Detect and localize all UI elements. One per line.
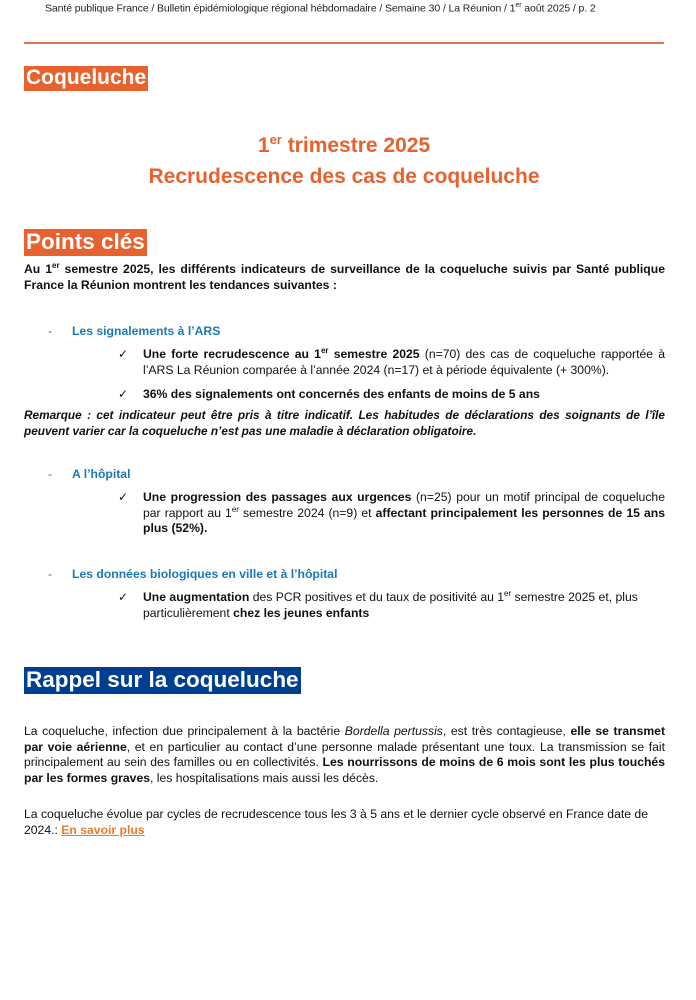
- learn-more-link[interactable]: En savoir plus: [61, 822, 145, 837]
- checkmark-icon: ✓: [118, 387, 129, 401]
- running-header-text-end: août 2025 / p. 2: [521, 2, 596, 15]
- subheading-text: A l’hôpital: [72, 467, 131, 481]
- plain-text: semestre 2024 (n=9) et: [238, 505, 376, 520]
- intro-text: Au 1: [24, 262, 52, 276]
- bullet-text: [143, 490, 665, 537]
- bold-text: semestre 2025: [328, 347, 420, 361]
- title-period: trimestre 2025: [281, 134, 431, 157]
- subheading-hospital: [48, 467, 130, 481]
- bullet-text: [143, 387, 665, 403]
- superscript: er: [320, 345, 329, 355]
- intro-text-rest: semestre 2025, les différents indicateurs de surveillance de la coqueluche suivis par Santé publique France la Réunion montrent les tendances suivantes :: [24, 262, 665, 292]
- bold-text: chez les jeunes enfants: [233, 605, 370, 620]
- bold-text: enfants de moins de 5 ans: [387, 387, 540, 401]
- plain-text: semestre 2025 et, plus particulièrement: [143, 590, 638, 620]
- plain-text: , les hospitalisations mais aussi les décès.: [150, 770, 379, 785]
- subheading-ars: [48, 324, 220, 338]
- subheading-bio-data: [48, 567, 337, 581]
- bold-text: Les nourrissons de moins de 6 mois sont les plus touchés par les formes graves: [24, 755, 665, 785]
- reminder-heading: Rappel sur la coqueluche: [26, 667, 299, 692]
- plain-text: (n=25) pour un motif principal de coqueluche par rapport au 1: [143, 490, 665, 520]
- remark-note: Remarque : cet indicateur peut être pris à titre indicatif. Les habitudes de déclarations des soignants de l’île peuvent varier car la coqueluche n’est pas une maladie à déclaration obligatoire.: [24, 408, 665, 438]
- bold-text: Une progression des passages aux urgences: [143, 490, 412, 504]
- dash-bullet: -: [48, 324, 53, 338]
- key-points-intro: [24, 262, 665, 293]
- bullet-text: [143, 347, 665, 378]
- bullet-ars-2: [118, 387, 665, 403]
- plain-text: , et en particulier au contact d’une personne malade présentant une toux. La transmission se fait principalement au sein des familles ou en collectivités.: [24, 739, 665, 769]
- bullet-text: [143, 590, 665, 621]
- running-header: [45, 2, 596, 15]
- dash-bullet: -: [48, 467, 53, 481]
- plain-text: (n=70) des cas de coqueluche rapportée à l’ARS La Réunion comparée à l’année 2024 (n=17) et à période équivalente (+ 300%).: [143, 347, 665, 377]
- bold-text: signalements: [195, 387, 274, 401]
- bullet-hospital-1: [118, 490, 665, 537]
- plain-text: La coqueluche évolue par cycles de recrudescence tous les 3 à 5 ans et le dernier cycle observé en France date de 2024.:: [24, 807, 648, 837]
- bold-text: elle se transmet par voie aérienne: [24, 724, 666, 754]
- dash-bullet: -: [48, 567, 53, 581]
- page-title: [0, 124, 688, 192]
- title-line-2: Recrudescence des cas de coqueluche: [148, 165, 540, 188]
- checkmark-icon: ✓: [118, 490, 129, 504]
- reminder-paragraph-2: [24, 807, 665, 838]
- subheading-text: Les données biologiques en ville et à l’hôpital: [72, 567, 338, 581]
- plain-text: ont concernés des: [273, 387, 388, 401]
- superscript: er: [515, 2, 522, 9]
- italic-text: Bordella pertussis: [344, 724, 443, 738]
- plain-text: La coqueluche, infection due principalement à la bactérie: [24, 724, 345, 738]
- checkmark-icon: ✓: [118, 347, 129, 361]
- superscript: er: [52, 260, 60, 270]
- running-header-text: Santé publique France / Bulletin épidémiologique régional hébdomadaire / Semaine 30 / La Réunion / 1: [45, 2, 516, 15]
- bold-text: Une forte recrudescence au 1: [143, 347, 321, 361]
- subheading-text: Les signalements à l’ARS: [72, 324, 221, 338]
- plain-text: 36% des: [143, 387, 196, 401]
- title-line-1: [0, 124, 688, 161]
- bullet-ars-1: [118, 347, 665, 378]
- plain-text: , est très contagieuse,: [442, 724, 571, 738]
- checkmark-icon: ✓: [118, 590, 129, 604]
- title-number: 1: [257, 134, 270, 157]
- bold-text: Une augmentation: [143, 590, 250, 604]
- superscript: er: [504, 588, 512, 598]
- bold-text: affectant principalement les personnes de 15 ans plus: [143, 505, 665, 535]
- bold-text: (52%).: [168, 521, 208, 535]
- bullet-bio-1: [118, 590, 665, 621]
- key-points-heading: Points clés: [26, 229, 145, 254]
- header-divider: [24, 42, 664, 44]
- reminder-paragraph-1: [24, 724, 665, 786]
- superscript: er: [269, 132, 282, 147]
- plain-text: des PCR positives et du taux de positivité au 1: [249, 590, 505, 604]
- superscript: er: [231, 504, 239, 514]
- section-tag: Coqueluche: [26, 66, 147, 89]
